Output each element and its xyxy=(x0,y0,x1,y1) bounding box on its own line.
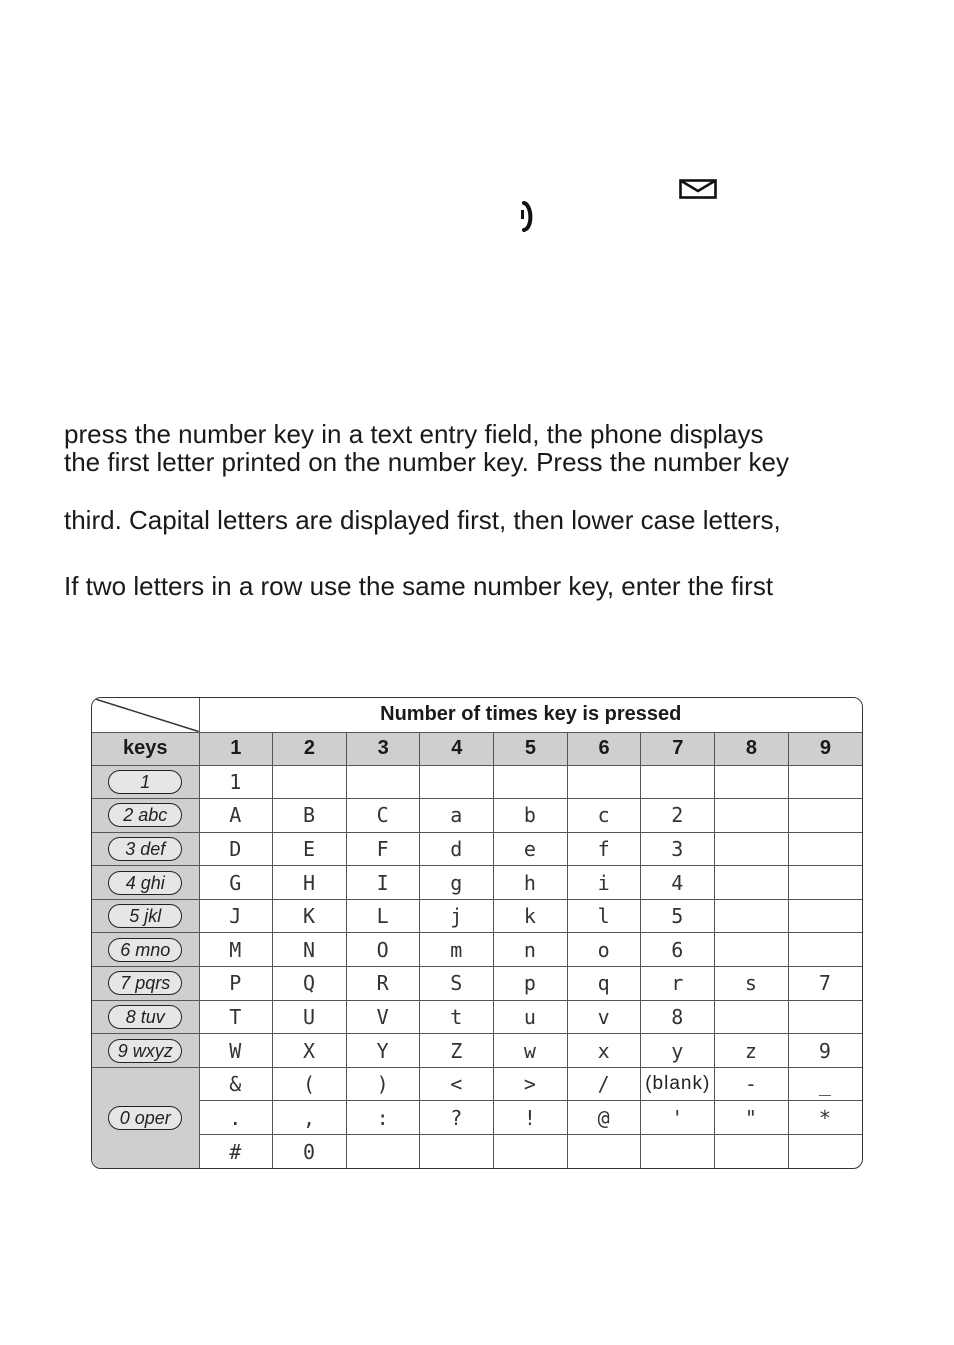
paragraph-line-3: third. Capital letters are displayed first, then lower case letters, xyxy=(64,505,781,535)
table-cell xyxy=(273,866,347,900)
character-value: g xyxy=(450,870,464,895)
table-title: Number of times key is pressed xyxy=(199,698,862,732)
character-value: 6 xyxy=(671,937,685,962)
table-cell xyxy=(567,899,641,933)
table-cell xyxy=(788,1101,862,1135)
table-cell xyxy=(715,799,789,833)
table-cell xyxy=(788,866,862,900)
column-header-9: 9 xyxy=(788,732,862,765)
character-value: V xyxy=(376,1004,390,1029)
table-cell xyxy=(346,1034,420,1068)
character-value: _ xyxy=(818,1072,832,1097)
table-cell xyxy=(641,933,715,967)
key-press-grid xyxy=(92,698,862,1169)
table-cell xyxy=(420,967,494,1001)
table-cell xyxy=(567,1000,641,1034)
table-cell xyxy=(346,1101,420,1135)
key-1-button: 1 xyxy=(108,770,182,794)
paragraph-line-2: the first letter printed on the number key. Press the number key xyxy=(64,447,789,477)
character-value: : xyxy=(376,1105,390,1130)
table-cell xyxy=(567,933,641,967)
table-cell xyxy=(420,765,494,799)
table-cell xyxy=(346,1067,420,1101)
table-cell xyxy=(641,832,715,866)
table-cell xyxy=(346,799,420,833)
table-cell xyxy=(273,1067,347,1101)
table-cell xyxy=(494,967,568,1001)
table-cell xyxy=(494,1067,568,1101)
key-cell xyxy=(92,1067,199,1168)
character-value: h xyxy=(523,870,537,895)
character-value: Z xyxy=(450,1038,464,1063)
table-cell xyxy=(420,1000,494,1034)
table-row xyxy=(92,1135,862,1169)
character-value: A xyxy=(229,803,243,828)
table-cell xyxy=(346,899,420,933)
table-cell xyxy=(494,765,568,799)
table-cell xyxy=(199,1101,273,1135)
character-value: ( xyxy=(302,1072,316,1097)
table-cell xyxy=(494,1000,568,1034)
paragraph-line-1: press the number key in a text entry field, the phone displays xyxy=(64,419,764,449)
character-value: 3 xyxy=(671,836,685,861)
table-cell xyxy=(420,933,494,967)
handset-icon xyxy=(520,200,536,233)
table-cell xyxy=(641,866,715,900)
key-cell xyxy=(92,933,199,967)
character-value: e xyxy=(523,836,537,861)
character-value: L xyxy=(376,904,390,929)
table-cell xyxy=(641,1101,715,1135)
character-value: ) xyxy=(376,1072,390,1097)
table-row xyxy=(92,933,862,967)
table-cell xyxy=(199,866,273,900)
character-value: H xyxy=(302,870,316,895)
character-value: 7 xyxy=(818,971,832,996)
key-7-button: 7 pqrs xyxy=(108,971,182,995)
character-value: I xyxy=(376,870,390,895)
character-value: o xyxy=(597,937,611,962)
key-cell xyxy=(92,967,199,1001)
key-6-button: 6 mno xyxy=(108,938,182,962)
key-cell xyxy=(92,899,199,933)
table-cell xyxy=(346,832,420,866)
key-5-button: 5 jkl xyxy=(108,904,182,928)
character-value: R xyxy=(376,971,390,996)
table-cell xyxy=(420,1067,494,1101)
character-value: * xyxy=(818,1105,832,1130)
table-cell xyxy=(567,1135,641,1169)
character-value: i xyxy=(597,870,611,895)
table-cell xyxy=(494,799,568,833)
character-value: (blank) xyxy=(645,1073,711,1095)
character-value: X xyxy=(302,1038,316,1063)
character-value: J xyxy=(229,904,243,929)
table-cell xyxy=(715,1000,789,1034)
key-cell xyxy=(92,866,199,900)
envelope-icon xyxy=(679,179,717,199)
character-value: ! xyxy=(523,1105,537,1130)
character-value: Q xyxy=(302,971,316,996)
column-header-4: 4 xyxy=(420,732,494,765)
table-cell xyxy=(788,799,862,833)
character-value: & xyxy=(229,1072,243,1097)
table-cell xyxy=(199,799,273,833)
table-row xyxy=(92,1101,862,1135)
column-header-3: 3 xyxy=(346,732,420,765)
table-cell xyxy=(641,967,715,1001)
table-cell xyxy=(273,899,347,933)
table-cell xyxy=(788,1135,862,1169)
table-cell xyxy=(641,765,715,799)
character-value: 1 xyxy=(229,769,243,794)
character-value: 4 xyxy=(671,870,685,895)
table-cell xyxy=(788,1000,862,1034)
table-cell xyxy=(494,899,568,933)
table-cell xyxy=(273,1135,347,1169)
table-cell xyxy=(788,765,862,799)
character-value: D xyxy=(229,836,243,861)
table-cell xyxy=(715,899,789,933)
title-row xyxy=(92,698,862,732)
table-cell xyxy=(567,866,641,900)
table-row xyxy=(92,899,862,933)
character-value: y xyxy=(671,1038,685,1063)
character-value: < xyxy=(450,1072,464,1097)
table-cell xyxy=(273,967,347,1001)
character-value: O xyxy=(376,937,390,962)
table-cell xyxy=(346,967,420,1001)
character-value: u xyxy=(523,1004,537,1029)
table-cell xyxy=(346,1135,420,1169)
key-4-button: 4 ghi xyxy=(108,871,182,895)
table-cell xyxy=(494,933,568,967)
character-value: m xyxy=(450,937,464,962)
table-cell xyxy=(715,866,789,900)
key-cell xyxy=(92,1000,199,1034)
character-value: w xyxy=(523,1038,537,1063)
character-value: c xyxy=(597,803,611,828)
table-cell xyxy=(494,1101,568,1135)
table-cell xyxy=(199,1135,273,1169)
character-value: N xyxy=(302,937,316,962)
table-cell xyxy=(641,1067,715,1101)
character-value: d xyxy=(450,836,464,861)
character-value: s xyxy=(744,971,758,996)
table-cell xyxy=(273,1000,347,1034)
character-value: t xyxy=(450,1004,464,1029)
key-press-table xyxy=(91,697,863,1169)
table-row xyxy=(92,1034,862,1068)
character-value: 8 xyxy=(671,1004,685,1029)
character-value: j xyxy=(450,904,464,929)
table-cell xyxy=(494,1135,568,1169)
character-value: z xyxy=(744,1038,758,1063)
table-cell xyxy=(346,1000,420,1034)
table-cell xyxy=(199,967,273,1001)
diagonal-line-icon xyxy=(92,698,199,732)
table-cell xyxy=(420,1034,494,1068)
table-cell xyxy=(788,933,862,967)
column-header-8: 8 xyxy=(715,732,789,765)
character-value: 2 xyxy=(671,803,685,828)
character-value: . xyxy=(229,1105,243,1130)
table-cell xyxy=(199,832,273,866)
key-cell xyxy=(92,832,199,866)
character-value: T xyxy=(229,1004,243,1029)
table-cell xyxy=(494,1034,568,1068)
character-value: 5 xyxy=(671,904,685,929)
key-cell xyxy=(92,799,199,833)
table-cell xyxy=(273,1034,347,1068)
character-value: b xyxy=(523,803,537,828)
character-value: f xyxy=(597,836,611,861)
character-value: 9 xyxy=(818,1038,832,1063)
table-row xyxy=(92,832,862,866)
character-value: Y xyxy=(376,1038,390,1063)
character-value: r xyxy=(671,971,685,996)
table-cell xyxy=(715,1067,789,1101)
table-cell xyxy=(346,866,420,900)
corner-diagonal-cell xyxy=(92,698,199,732)
table-cell xyxy=(420,799,494,833)
column-header-6: 6 xyxy=(567,732,641,765)
table-cell xyxy=(199,765,273,799)
table-cell xyxy=(420,899,494,933)
table-cell xyxy=(788,1034,862,1068)
table-cell xyxy=(641,1135,715,1169)
character-value: v xyxy=(597,1004,611,1029)
character-value: k xyxy=(523,904,537,929)
character-value: K xyxy=(302,904,316,929)
table-cell xyxy=(641,1000,715,1034)
table-cell xyxy=(273,765,347,799)
keys-header: keys xyxy=(92,732,199,765)
table-cell xyxy=(346,765,420,799)
table-cell xyxy=(641,899,715,933)
table-cell xyxy=(494,832,568,866)
character-value: S xyxy=(450,971,464,996)
table-cell xyxy=(715,933,789,967)
table-cell xyxy=(715,832,789,866)
character-value: W xyxy=(229,1038,243,1063)
table-cell xyxy=(494,866,568,900)
table-cell xyxy=(715,967,789,1001)
table-cell xyxy=(199,899,273,933)
character-value: n xyxy=(523,937,537,962)
table-cell xyxy=(641,799,715,833)
table-cell xyxy=(273,832,347,866)
character-value: p xyxy=(523,971,537,996)
key-3-button: 3 def xyxy=(108,837,182,861)
table-cell xyxy=(567,765,641,799)
table-cell xyxy=(715,1034,789,1068)
character-value: ? xyxy=(450,1105,464,1130)
table-cell xyxy=(567,799,641,833)
table-row xyxy=(92,967,862,1001)
table-cell xyxy=(567,1067,641,1101)
key-8-button: 8 tuv xyxy=(108,1005,182,1029)
table-cell xyxy=(199,1034,273,1068)
column-header-2: 2 xyxy=(273,732,347,765)
table-cell xyxy=(420,1101,494,1135)
table-cell xyxy=(567,832,641,866)
character-value: " xyxy=(744,1105,758,1130)
character-value: , xyxy=(302,1105,316,1130)
table-row xyxy=(92,765,862,799)
character-value: a xyxy=(450,803,464,828)
table-row xyxy=(92,1000,862,1034)
key-0-button: 0 oper xyxy=(108,1106,182,1130)
table-cell xyxy=(273,933,347,967)
character-value: @ xyxy=(597,1105,611,1130)
character-value: x xyxy=(597,1038,611,1063)
table-cell xyxy=(788,832,862,866)
table-cell xyxy=(788,1067,862,1101)
table-cell xyxy=(420,832,494,866)
table-cell xyxy=(715,765,789,799)
table-cell xyxy=(346,933,420,967)
paragraph-line-4: If two letters in a row use the same number key, enter the first xyxy=(64,571,774,601)
character-value: U xyxy=(302,1004,316,1029)
character-value: G xyxy=(229,870,243,895)
character-value: q xyxy=(597,971,611,996)
table-cell xyxy=(567,967,641,1001)
key-cell xyxy=(92,765,199,799)
table-cell xyxy=(199,1000,273,1034)
character-value: l xyxy=(597,904,611,929)
character-value: E xyxy=(302,836,316,861)
character-value: - xyxy=(744,1072,758,1097)
table-cell xyxy=(567,1034,641,1068)
key-cell xyxy=(92,1034,199,1068)
table-row xyxy=(92,866,862,900)
character-value: > xyxy=(523,1072,537,1097)
table-row xyxy=(92,1067,862,1101)
character-value: ' xyxy=(671,1105,685,1130)
column-header-1: 1 xyxy=(199,732,273,765)
table-row xyxy=(92,799,862,833)
table-cell xyxy=(641,1034,715,1068)
header-row xyxy=(92,732,862,765)
character-value: 0 xyxy=(302,1139,316,1164)
character-value: # xyxy=(229,1139,243,1164)
table-cell xyxy=(199,1067,273,1101)
character-value: F xyxy=(376,836,390,861)
table-cell xyxy=(273,1101,347,1135)
character-value: M xyxy=(229,937,243,962)
table-cell xyxy=(420,1135,494,1169)
table-cell xyxy=(788,899,862,933)
column-header-7: 7 xyxy=(641,732,715,765)
character-value: C xyxy=(376,803,390,828)
table-cell xyxy=(567,1101,641,1135)
table-cell xyxy=(715,1135,789,1169)
table-cell xyxy=(273,799,347,833)
column-header-5: 5 xyxy=(494,732,568,765)
table-cell xyxy=(420,866,494,900)
character-value: / xyxy=(597,1072,611,1097)
table-cell xyxy=(199,933,273,967)
table-cell xyxy=(715,1101,789,1135)
character-value: P xyxy=(229,971,243,996)
key-9-button: 9 wxyz xyxy=(108,1039,182,1063)
table-cell xyxy=(788,967,862,1001)
character-value: B xyxy=(302,803,316,828)
key-2-button: 2 abc xyxy=(108,803,182,827)
